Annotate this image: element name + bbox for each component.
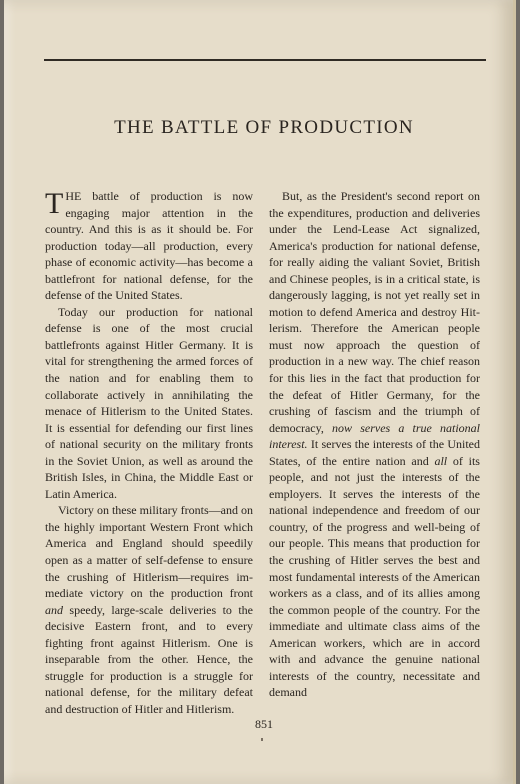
book-page [4, 0, 516, 784]
paragraph-text: HE battle of production is now engaging major attention in the country. And this is as it should be. For production today—all production, every phase of economic activity—has become a battlefront for national defense, for the defense of the United States. [45, 189, 253, 303]
paragraph [45, 502, 253, 717]
paragraph [269, 188, 480, 701]
paragraph-text: But, as the President's second report on the expenditures, production and deliveries under the Lend-Lease Act signalized, America's production for national defense, for really aiding the valiant Soviet, British and Chinese peoples, is in a critical state, is dangerously lagging, is not yet really set in motion to defend America and destroy Hitlerism. Therefore the American people must now approach the question of production in a new way. The chief reason for this lies in the fact that production for the defeat of Hitler Germany, for the crushing of fascism and the triumph of democracy, [269, 189, 480, 435]
right-column [269, 188, 480, 701]
left-column [45, 188, 253, 718]
drop-cap: T [45, 187, 64, 220]
emphasis-text: and [45, 602, 63, 617]
emphasis-text: now serves a true national interest. [269, 420, 481, 452]
paragraph [45, 188, 253, 304]
header-rule [44, 59, 486, 61]
page-number: 851 [255, 717, 273, 731]
paper-speck [261, 738, 263, 741]
page-title: THE BATTLE OF PRODUCTION [114, 117, 414, 138]
paragraph-text: speedy, large-scale deliveries to the decisive Eastern front, and to every fighting front against Hitlerism. One is inseparable from the other. Hence, the struggle for production is a struggle for national defense, for the military defeat and destruction of Hitler and Hitlerism. [45, 602, 253, 716]
paragraph-text: Victory on these military fronts—and on the highly important Western Front which America and England should speedily open as a matter of self-defense to ensure the crushing of Hitlerism—requires immediate victory on the production front [45, 503, 253, 601]
emphasis-text: all [434, 453, 448, 468]
paragraph-text: It serves the interests of the United States, of the entire nation and [269, 437, 480, 468]
paragraph: Today our production for national defense is one of the most crucial battlefronts against Hitler Germany. It is vital for strengthening the armed forces of the nation and for enabling them to collaborate actively in annihilating the menace of Hitlerism to the United States. It is essential for defending our first lines of national security on the military fronts in the Soviet Union, as well as around the British Isles, in China, the Middle East or Latin America. [45, 304, 253, 501]
paragraph-text: of its people, and not just the interests of the employers. It serves the interests of the national independence and freedom of our country, of the progress and well-being of our people. This means that production for the crushing of Hitler serves the best and most fundamental interests of the American workers as a class, and of its allies among the common people of the country. For the immediate and ultimate class aims of the American workers, which are in accord with and advance the genuine national interests of the country, necessitate and demand [269, 453, 480, 700]
